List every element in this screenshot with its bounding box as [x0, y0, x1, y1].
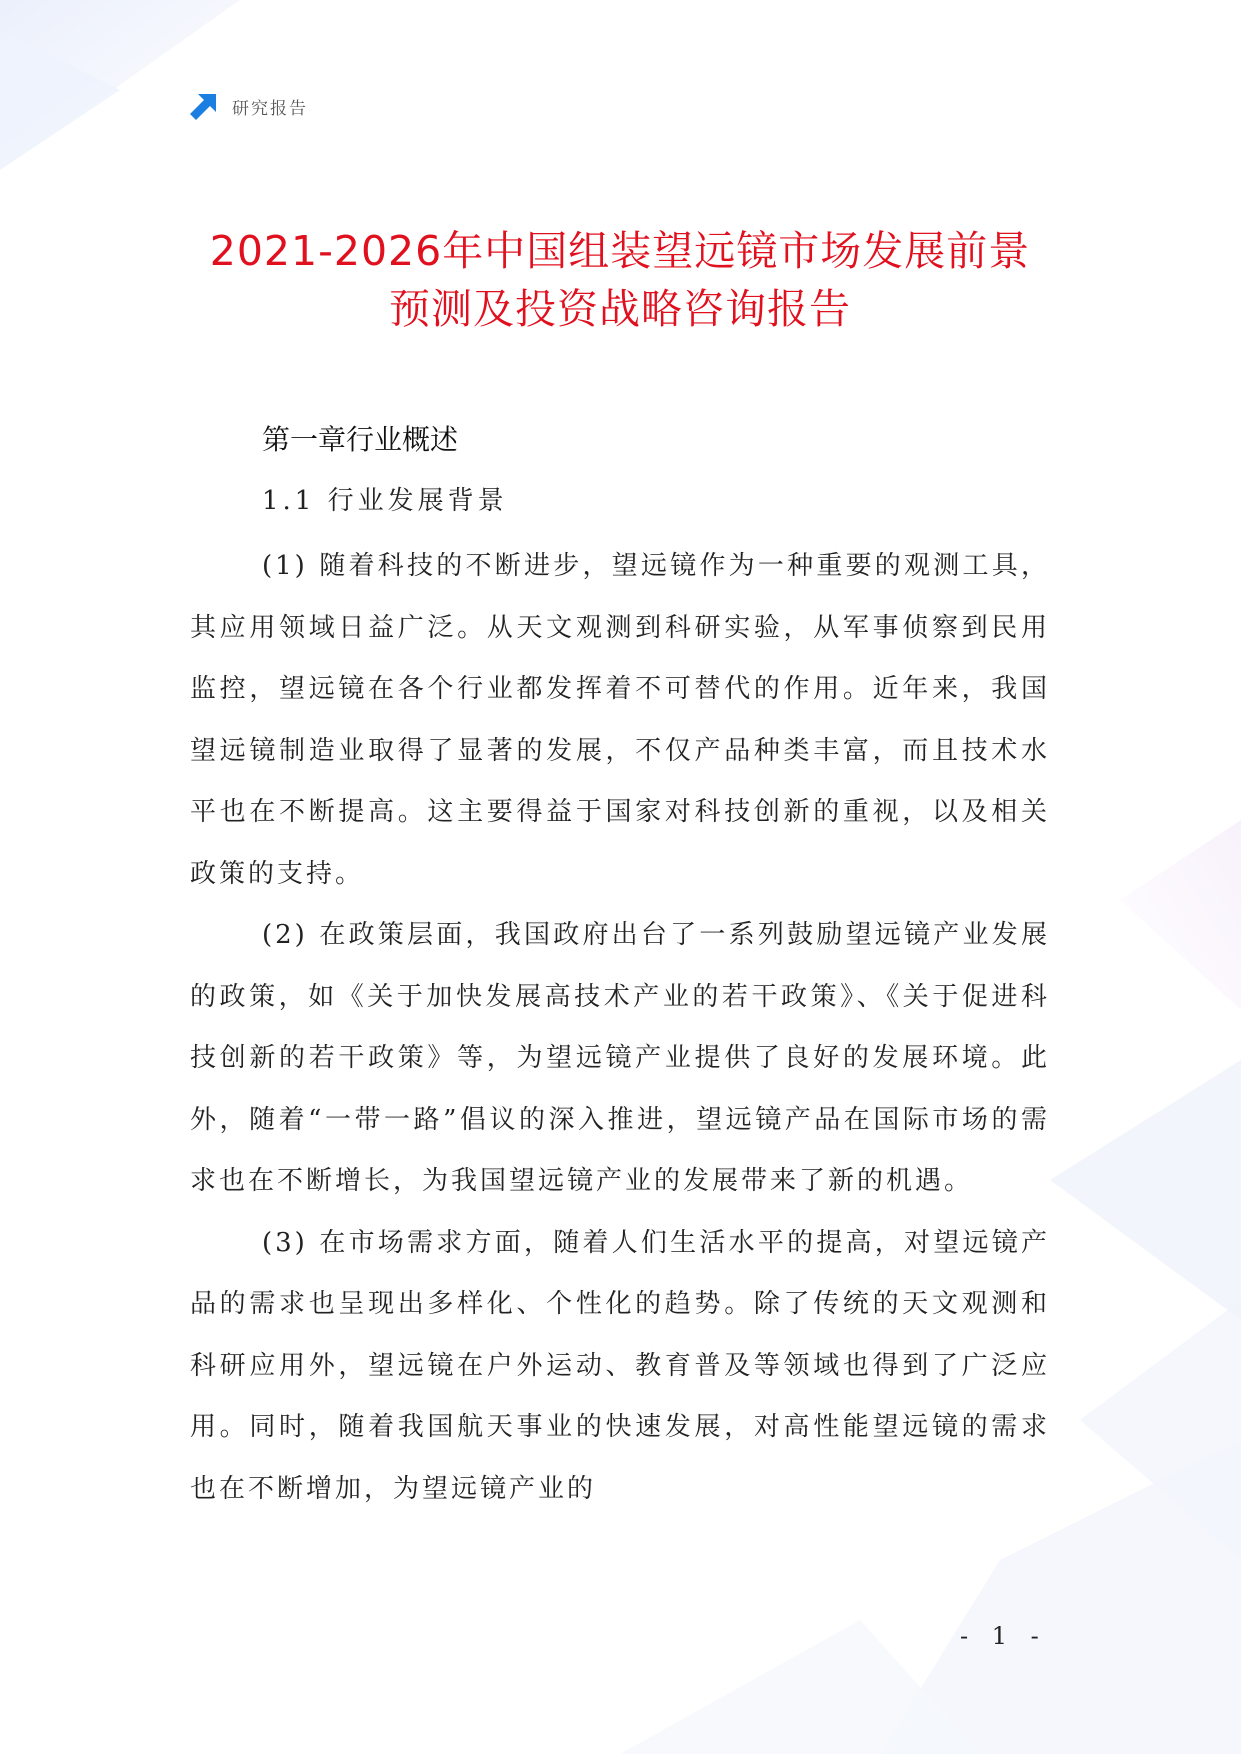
page-number: - 1 -	[960, 1622, 1047, 1650]
header-label: 研究报告	[232, 98, 308, 119]
paragraph-2: (2) 在政策层面，我国政府出台了一系列鼓励望远镜产业发展的政策，如《关于加快发展高技术产业的若干政策》、《关于促进科技创新的若干政策》等，为望远镜产业提供了良好的发展环境。此外，随着“一带一路”倡议的深入推进，望远镜产品在国际市场的需求也在不断增长，为我国望远镜产业的发展带来了新的机遇。	[190, 920, 1050, 1196]
title-line-1: 2021-2026年中国组装望远镜市场发展前景	[209, 227, 1031, 275]
chapter-heading: 第一章行业概述	[262, 423, 459, 456]
report-title	[160, 222, 1080, 338]
paragraph-1: (1) 随着科技的不断进步，望远镜作为一种重要的观测工具，其应用领域日益广泛。从天文观测到科研实验，从军事侦察到民用监控，望远镜在各个行业都发挥着不可替代的作用。近年来，我国望远镜制造业取得了显著的发展，不仅产品种类丰富，而且技术水平也在不断提高。这主要得益于国家对科技创新的重视，以及相关政策的支持。	[190, 551, 1050, 889]
report-body	[190, 412, 1050, 1520]
title-line-2: 预测及投资战略咨询报告	[389, 285, 851, 333]
arrow-up-right-icon	[188, 90, 220, 122]
section-heading: 1.1 行业发展背景	[262, 486, 508, 516]
paragraph-3: (3) 在市场需求方面，随着人们生活水平的提高，对望远镜产品的需求也呈现出多样化、个性化的趋势。除了传统的天文观测和科研应用外，望远镜在户外运动、教育普及等领域也得到了广泛应用。同时，随着我国航天事业的快速发展，对高性能望远镜的需求也在不断增加，为望远镜产业的	[190, 1227, 1050, 1504]
report-header	[188, 90, 308, 122]
